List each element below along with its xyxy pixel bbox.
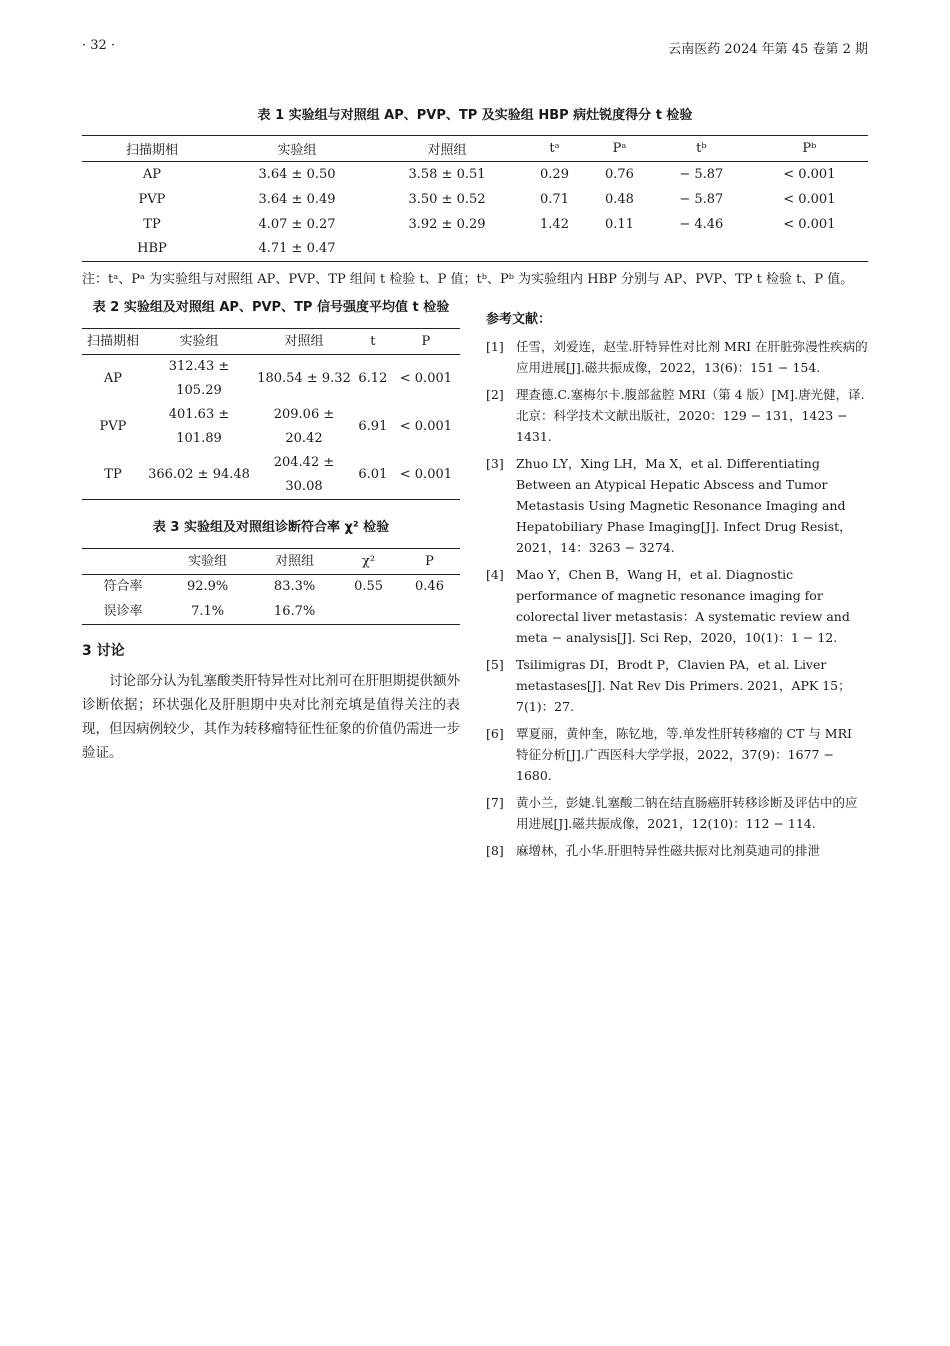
table-cell (522, 237, 587, 262)
table-cell: 6.12 (358, 371, 388, 386)
table-3-header-cell: 对照组 (275, 553, 315, 569)
table-row (82, 212, 868, 237)
table-cell: 0.29 (540, 166, 569, 182)
reference-item (486, 723, 868, 786)
table-cell: < 0.001 (783, 191, 836, 207)
table-1-header-cell: tᵃ (549, 141, 560, 156)
table-cell: − 5.87 (679, 166, 724, 182)
table-cell (751, 237, 868, 262)
table-cell: − 4.46 (679, 216, 724, 232)
table-2-header-cell: 对照组 (284, 333, 324, 349)
table-1-header-cell: 实验组 (277, 143, 317, 158)
reference-item (486, 564, 868, 648)
table-cell: 0.76 (605, 166, 634, 182)
table-cell: 366.02 ± 94.48 (148, 467, 250, 482)
table-cell: < 0.001 (399, 419, 453, 434)
table-cell: 180.54 ± 9.32 (257, 371, 351, 386)
table-cell: 401.63 ± 101.89 (168, 407, 230, 446)
table-2 (82, 296, 460, 500)
table-1-header-cell: 对照组 (427, 143, 467, 158)
reference-text: 任雪，刘爱连，赵莹.肝特异性对比剂 MRI 在肝脏弥漫性疾病的应用进展[J].磁共振成像，2022，13(6)：151 − 154. (516, 339, 868, 375)
table-cell: 误诊率 (103, 603, 143, 619)
table-cell: 0.55 (354, 579, 384, 595)
table-cell: 92.9% (186, 579, 229, 595)
table-cell: 4.07 ± 0.27 (258, 216, 336, 232)
table-3-header-cell (82, 549, 164, 575)
table-3-caption: 表 3 实验组及对照组诊断符合率 χ² 检验 (152, 520, 390, 535)
reference-text: 麻增林，孔小华.肝胆特异性磁共振对比剂莫迪司的排泄 (516, 843, 820, 858)
table-cell: PVP (138, 191, 166, 207)
table-cell: 0.11 (605, 216, 634, 232)
table-1-header-cell: 扫描期相 (125, 143, 178, 158)
table-1-grid (82, 135, 868, 262)
reference-item (486, 654, 868, 717)
table-cell: AP (142, 166, 162, 182)
table-2-grid (82, 328, 460, 500)
table-cell: 7.1% (191, 603, 225, 619)
table-row (82, 187, 868, 212)
table-cell (587, 237, 652, 262)
table-cell: 312.43 ± 105.29 (168, 359, 230, 398)
table-cell: PVP (99, 419, 127, 434)
table-cell: 3.64 ± 0.49 (258, 191, 336, 207)
table-cell: 209.06 ± 20.42 (273, 407, 335, 446)
journal-title: 云南医药 2024 年第 45 卷第 2 期 (668, 42, 868, 57)
table-cell: 0.46 (415, 579, 444, 595)
table-cell: 204.42 ± 30.08 (273, 455, 335, 494)
table-cell: 3.50 ± 0.52 (408, 191, 486, 207)
table-3-grid (82, 548, 460, 625)
reference-number: [4] (486, 567, 504, 582)
table-cell: 6.01 (358, 467, 388, 482)
table-1 (82, 104, 868, 262)
reference-text: Mao Y，Chen B，Wang H，et al. Diagnostic performance of magnetic resonance imaging for colorectal liver metastasis：A systematic review and meta − analysis[J]. Sci Rep，2020，10(1)：1 − 12. (516, 567, 850, 645)
table-cell: 符合率 (103, 579, 143, 595)
table-row (82, 600, 460, 625)
reference-item (486, 453, 868, 558)
discussion-summary: 讨论部分认为钆塞酸类肝特异性对比剂可在肝胆期提供额外诊断依据；环状强化及肝胆期中央对比剂充填是值得关注的表现，但因病例较少，其作为转移瘤特征性征象的价值仍需进一步验证。 (82, 673, 460, 761)
table-1-caption: 表 1 实验组与对照组 AP、PVP、TP 及实验组 HBP 病灶锐度得分 t 检验 (257, 108, 693, 123)
reference-item (486, 384, 868, 447)
table-cell: 83.3% (273, 579, 316, 595)
table-1-header-cell: Pᵃ (612, 141, 627, 156)
table-cell: 16.7% (273, 603, 316, 619)
reference-item (486, 792, 868, 834)
table-row (82, 162, 868, 187)
table-1-header-row (82, 136, 868, 162)
table-row (82, 403, 460, 451)
table-cell: AP (103, 371, 123, 386)
table-cell (652, 237, 751, 262)
table-1-header-cell: tᵇ (696, 141, 707, 156)
table-3 (82, 516, 460, 625)
reference-text: 黄小兰，彭婕.钆塞酸二钠在结直肠癌肝转移诊断及评估中的应用进展[J].磁共振成像，2021，12(10)：112 − 114. (516, 795, 858, 831)
table-2-header-cell: 扫描期相 (86, 333, 139, 349)
table-1-header-cell: Pᵇ (802, 141, 817, 156)
table-cell: < 0.001 (399, 371, 453, 386)
page-number: · 32 · (82, 38, 116, 53)
table-cell: 1.42 (540, 216, 569, 232)
table-row (82, 451, 460, 500)
table-cell: 0.48 (605, 191, 634, 207)
section-heading: 3 讨论 (82, 643, 125, 659)
reference-number: [1] (486, 339, 504, 354)
reference-text: 理查德.C.塞梅尔卡.腹部盆腔 MRI（第 4 版）[M].唐光健，译.北京：科学技术文献出版社，2020：129 − 131，1423 − 1431. (516, 387, 865, 444)
table-cell: HBP (137, 241, 167, 257)
reference-number: [2] (486, 387, 504, 402)
table-row (82, 575, 460, 600)
references-heading: 参考文献： (486, 312, 552, 327)
table-3-header-cell: χ² (361, 553, 376, 569)
table-3-header-cell: P (425, 553, 434, 569)
reference-number: [3] (486, 456, 504, 471)
table-cell (338, 600, 399, 625)
table-cell: < 0.001 (399, 467, 453, 482)
table-2-header-cell: t (370, 333, 376, 349)
table-3-header-row (82, 549, 460, 575)
table-2-header-row (82, 329, 460, 355)
table-2-header-cell: P (421, 333, 431, 349)
table-cell: TP (104, 467, 122, 482)
table-2-header-cell: 实验组 (179, 333, 219, 349)
reference-number: [7] (486, 795, 504, 810)
table-cell (399, 600, 460, 625)
reference-text: Tsilimigras DI，Brodt P，Clavien PA，et al. Liver metastases[J]. Nat Rev Dis Primers. 2021，APK 15；7(1)：27. (516, 657, 851, 714)
table-cell: < 0.001 (783, 166, 836, 182)
table-cell: < 0.001 (783, 216, 836, 232)
table-cell: 6.91 (358, 419, 388, 434)
reference-number: [8] (486, 843, 504, 858)
table-1-note: 注：tᵃ、Pᵃ 为实验组与对照组 AP、PVP、TP 组间 t 检验 t、P 值；tᵇ、Pᵇ 为实验组内 HBP 分别与 AP、PVP、TP t 检验 t、P 值。 (82, 272, 854, 287)
table-cell: 3.92 ± 0.29 (408, 216, 486, 232)
right-column (486, 296, 868, 867)
table-cell: 0.71 (540, 191, 569, 207)
reference-text: Zhuo LY，Xing LH，Ma X，et al. Differentiating Between an Atypical Hepatic Abscess and Tumor Metastasis Using Magnetic Resonance Imaging and Hepatobiliary Phase Imaging[J]. Infect Drug Resist，2021，14：3263 − 3274. (516, 456, 852, 555)
table-row (82, 355, 460, 404)
reference-number: [6] (486, 726, 504, 741)
table-row (82, 237, 868, 262)
reference-item (486, 840, 868, 861)
table-cell (372, 237, 522, 262)
table-cell: 4.71 ± 0.47 (258, 241, 336, 257)
table-cell: − 5.87 (679, 191, 724, 207)
table-cell: TP (143, 216, 161, 232)
reference-number: [5] (486, 657, 504, 672)
table-2-caption: 表 2 实验组及对照组 AP、PVP、TP 信号强度平均值 t 检验 (92, 300, 450, 315)
table-cell: 3.64 ± 0.50 (258, 166, 336, 182)
table-3-header-cell: 实验组 (188, 553, 228, 569)
left-column (82, 296, 460, 779)
reference-list (486, 336, 868, 861)
reference-text: 覃夏丽，黄仲奎，陈钇地，等.单发性肝转移瘤的 CT 与 MRI 特征分析[J].广西医科大学学报，2022，37(9)：1677 − 1680. (516, 726, 852, 783)
reference-item (486, 336, 868, 378)
table-cell: 3.58 ± 0.51 (408, 166, 486, 182)
